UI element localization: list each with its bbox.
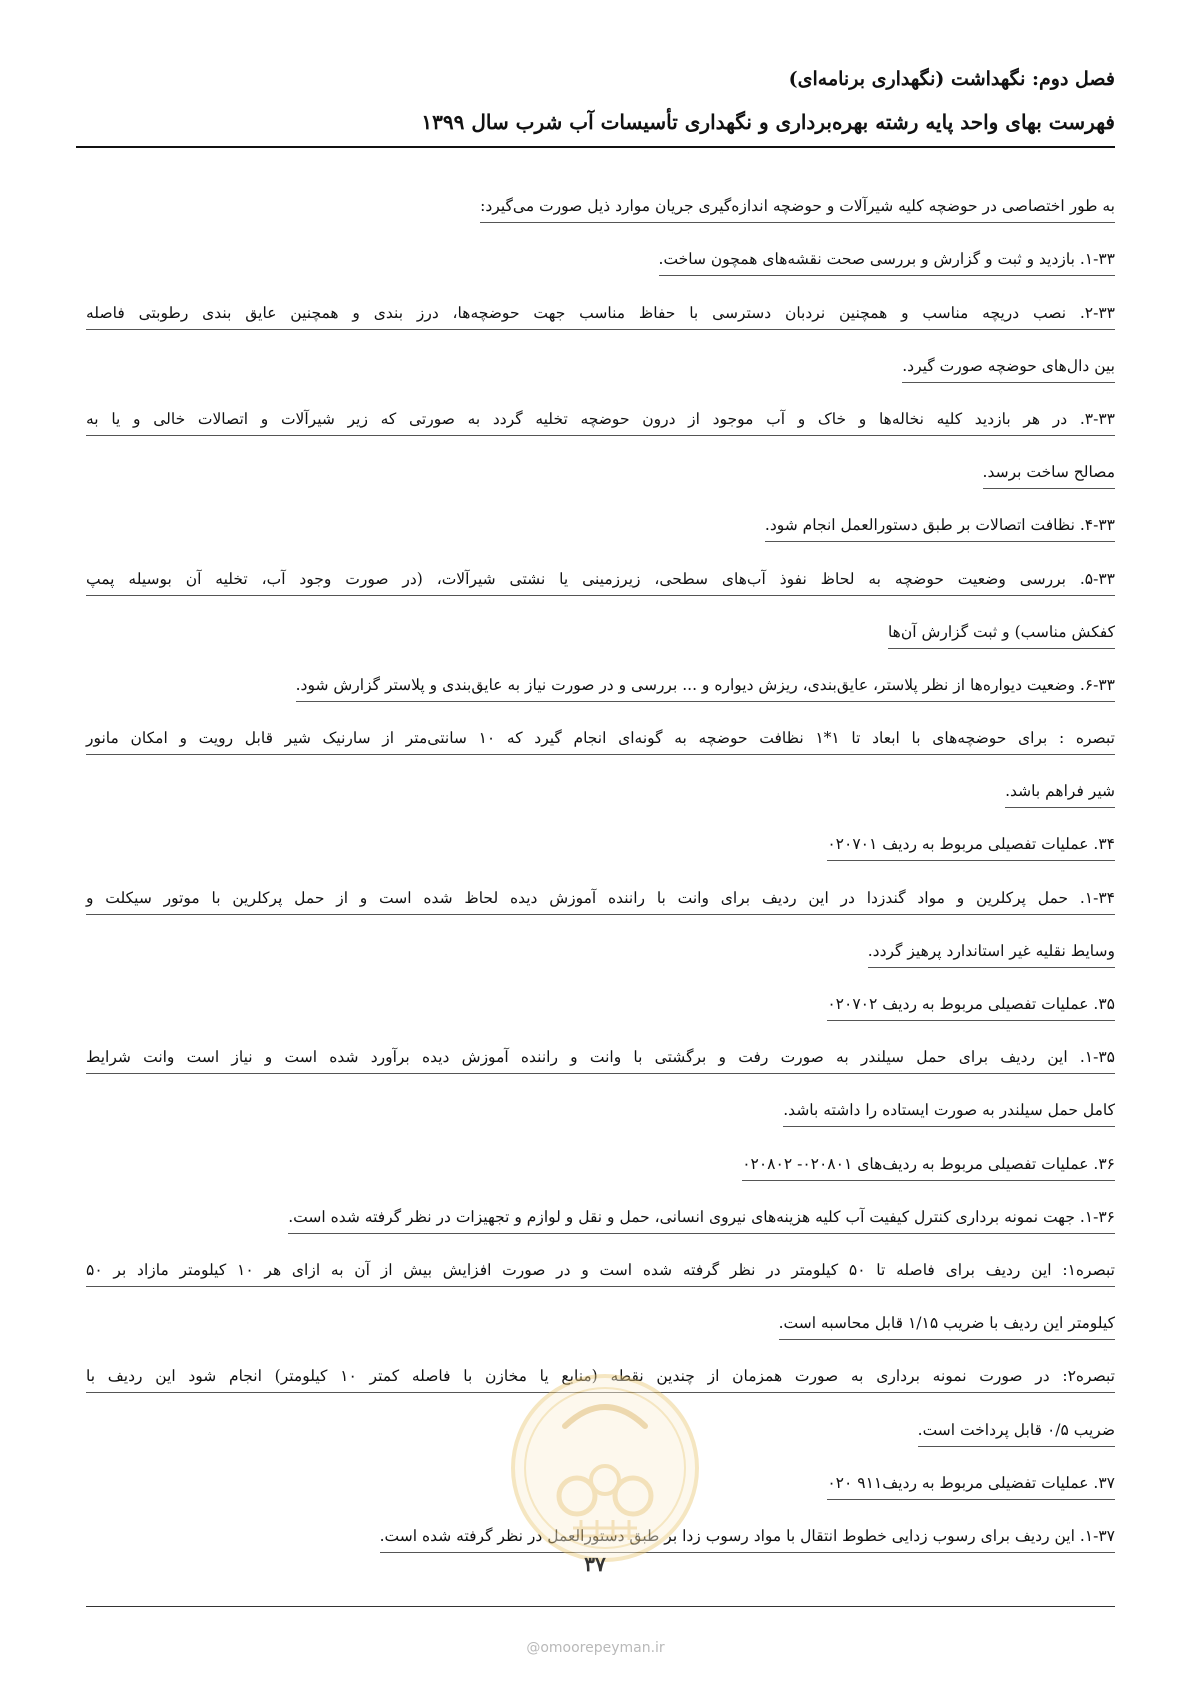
text-line: ۶-۳۳. وضعیت دیواره‌ها از نظر پلاستر، عایق‌بندی، ریزش دیواره و ... بررسی و در صورت نیاز به عایق‌بندی و پلاستر گزارش شود. bbox=[86, 659, 1115, 712]
text-line: ۲-۳۳. نصب دریچه مناسب و همچنین نردبان دسترسی با حفاظ مناسب جهت حوضچه‌ها، درز بندی و همچنین عایق بندی رطوبتی فاصله bbox=[86, 286, 1115, 339]
text-line: تبصره۱: این ردیف برای فاصله تا ۵۰ کیلومتر در نظر گرفته شده است و در صورت افزایش بیش از آن به ازای هر ۱۰ کیلومتر مازاد بر ۵۰ bbox=[86, 1244, 1115, 1297]
footer-rule bbox=[86, 1606, 1115, 1607]
text-line: ۳۴. عملیات تفصیلی مربوط به ردیف ۰۲۰۷۰۱ bbox=[86, 818, 1115, 871]
text-line: ۳۵. عملیات تفصیلی مربوط به ردیف ۰۲۰۷۰۲ bbox=[86, 978, 1115, 1031]
page-header bbox=[76, 66, 1115, 136]
text-line: به طور اختصاصی در حوضچه کلیه شیرآلات و حوضچه اندازه‌گیری جریان موارد ذیل صورت می‌گیرد: bbox=[86, 180, 1115, 233]
text-line: شیر فراهم باشد. bbox=[86, 765, 1115, 818]
watermark-logo bbox=[505, 1368, 705, 1568]
document-title: فهرست بهای واحد پایه رشته بهره‌برداری و نگهداری تأسیسات آب شرب سال ۱۳۹۹ bbox=[421, 110, 1115, 134]
footer-site: @omoorepeyman.ir bbox=[526, 1640, 665, 1656]
text-line: تبصره۲: در صورت نمونه برداری به صورت همزمان از چندین نقطه (منابع یا مخازن با فاصله کمتر ۱۰ کیلومتر) انجام شود این ردیف با bbox=[86, 1350, 1115, 1403]
text-line: مصالح ساخت برسد. bbox=[86, 446, 1115, 499]
text-line: ۳-۳۳. در هر بازدید کلیه نخاله‌ها و خاک و آب موجود از درون حوضچه تخلیه گردد به صورتی که زیر شیرآلات و اتصالات خالی و یا به bbox=[86, 393, 1115, 446]
text-line: ضریب ۰/۵ قابل پرداخت است. bbox=[86, 1403, 1115, 1456]
text-line: ۱-۳۶. جهت نمونه برداری کنترل کیفیت آب کلیه هزینه‌های نیروی انسانی، حمل و نقل و لوازم و تجهیزات در نظر گرفته شده است. bbox=[86, 1191, 1115, 1244]
text-line: وسایط نقلیه غیر استاندارد پرهیز گردد. bbox=[86, 925, 1115, 978]
page-number: ۳۷ bbox=[584, 1552, 606, 1576]
text-line: تبصره : برای حوضچه‌های با ابعاد تا ۱*۱ نظافت حوضچه به گونه‌ای انجام گیرد که ۱۰ سانتی‌متر از سارنیک شیر قابل رویت و امکان مانور bbox=[86, 712, 1115, 765]
header-rule bbox=[76, 146, 1115, 148]
text-line: کیلومتر این ردیف با ضریب ۱/۱۵ قابل محاسبه است. bbox=[86, 1297, 1115, 1350]
text-line: ۱-۳۵. این ردیف برای حمل سیلندر به صورت رفت و برگشتی با وانت و راننده آموزش دیده برآورد شده است و نیاز است وانت شرایط bbox=[86, 1031, 1115, 1084]
text-line: ۵-۳۳. بررسی وضعیت حوضچه به لحاظ نفوذ آب‌های سطحی، زیرزمینی یا نشتی شیرآلات، (در صورت وجود آب، تخلیه آن بوسیله پمپ bbox=[86, 552, 1115, 605]
text-line: ۳۷. عملیات تفضیلی مربوط به ردیف۹۱۱ ۰۲۰ bbox=[86, 1457, 1115, 1510]
text-line: ۴-۳۳. نظافت اتصالات بر طبق دستورالعمل انجام شود. bbox=[86, 499, 1115, 552]
text-line: بین دال‌های حوضچه صورت گیرد. bbox=[86, 340, 1115, 393]
text-line: ۱-۳۴. حمل پرکلرین و مواد گندزدا در این ردیف برای وانت با راننده آموزش دیده لحاظ شده است و از حمل پرکلرین با موتور سیکلت و bbox=[86, 871, 1115, 924]
text-line: ۱-۳۷. این ردیف برای رسوب زدایی خطوط انتقال با مواد رسوب زدا بر طبق دستورالعمل در نظر گرفته شده است. bbox=[86, 1510, 1115, 1563]
text-line: ۳۶. عملیات تفصیلی مربوط به ردیف‌های ۰۲۰۸۰۱- ۰۲۰۸۰۲ bbox=[86, 1137, 1115, 1190]
document-body bbox=[86, 180, 1115, 1563]
chapter-title: فصل دوم: نگهداشت (نگهداری برنامه‌ای) bbox=[788, 68, 1115, 90]
text-line: کفکش مناسب) و ثبت گزارش آن‌ها bbox=[86, 606, 1115, 659]
text-line: کامل حمل سیلندر به صورت ایستاده را داشته باشد. bbox=[86, 1084, 1115, 1137]
text-line: ۱-۳۳. بازدید و ثبت و گزارش و بررسی صحت نقشه‌های همچون ساخت. bbox=[86, 233, 1115, 286]
